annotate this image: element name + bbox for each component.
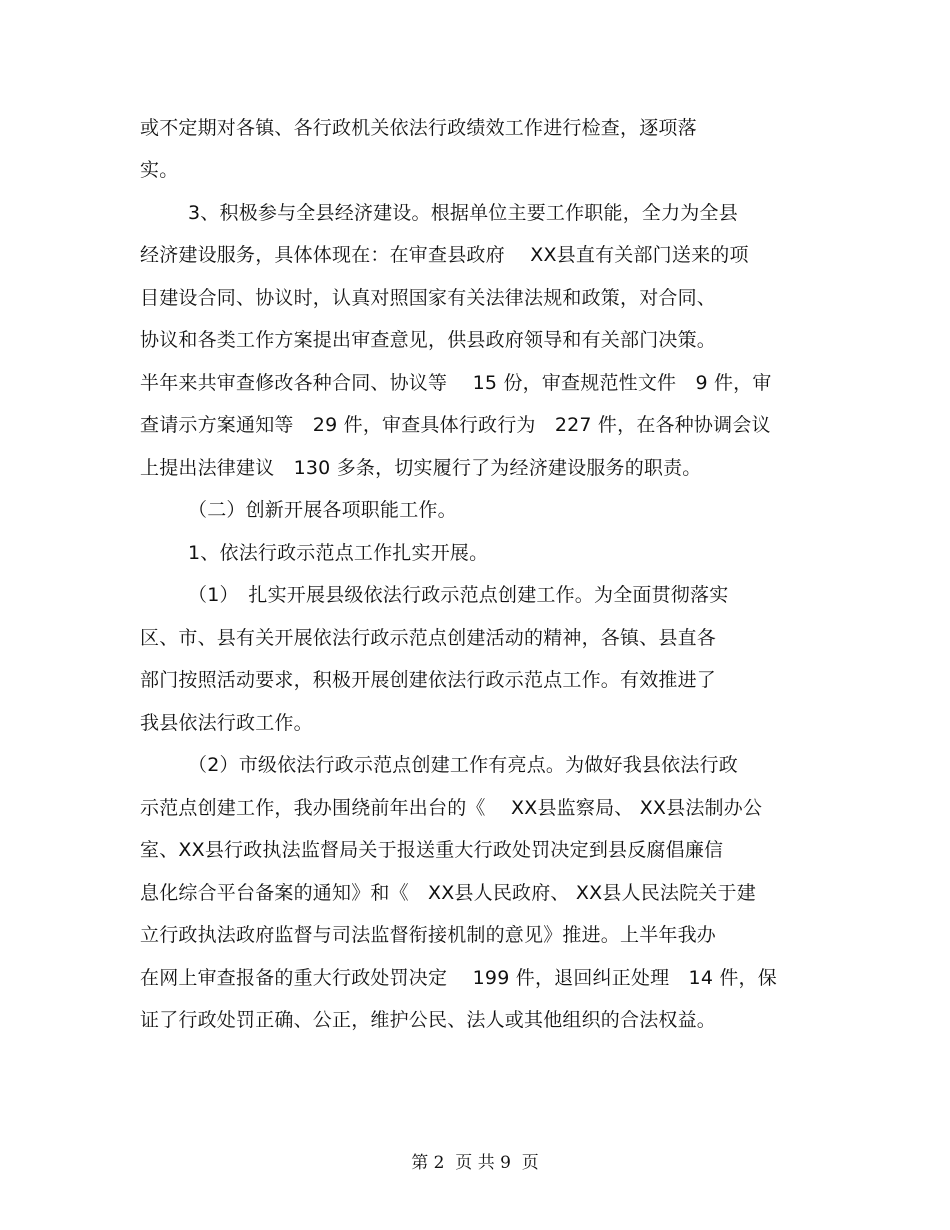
paragraph-line: 证了行政处罚正确、公正，维护公民、法人或其他组织的合法权益。 bbox=[140, 1009, 717, 1031]
paragraph-line: 室、XX县行政执法监督局关于报送重大行政处罚决定到县反腐倡廉信 bbox=[140, 839, 724, 861]
paragraph-line: 在网上审查报备的重大行政处罚决定 199 件，退回纠正处理 14 件，保 bbox=[140, 967, 777, 989]
paragraph-line: （2）市级依法行政示范点创建工作有亮点。为做好我县依法行政 bbox=[188, 754, 738, 776]
paragraph-line: 协议和各类工作方案提出审查意见，供县政府领导和有关部门决策。 bbox=[140, 329, 717, 351]
paragraph-line: 息化综合平台备案的通知》和《 XX县人民政府、 XX县人民法院关于建 bbox=[140, 882, 756, 904]
paragraph-line: 区、市、县有关开展依法行政示范点创建活动的精神，各镇、县直各 bbox=[140, 627, 717, 649]
paragraph-line: 示范点创建工作，我办围绕前年出台的《 XX县监察局、 XX县法制办公 bbox=[140, 797, 763, 819]
subsection-heading: 1、依法行政示范点工作扎实开展。 bbox=[188, 542, 489, 564]
page-number-footer: 第 2 页 共 9 页 bbox=[411, 1153, 539, 1173]
section-heading: （二）创新开展各项职能工作。 bbox=[188, 499, 457, 521]
paragraph-line: 3、积极参与全县经济建设。根据单位主要工作职能，全力为全县 bbox=[188, 202, 738, 224]
paragraph-line: 半年来共审查修改各种合同、协议等 15 份，审查规范性文件 9 件，审 bbox=[140, 372, 772, 394]
paragraph-line: 我县依法行政工作。 bbox=[140, 712, 313, 734]
paragraph-line: 查请示方案通知等 29 件，审查具体行政行为 227 件，在各种协调会议 bbox=[140, 414, 771, 436]
paragraph-line: 部门按照活动要求，积极开展创建依法行政示范点工作。有效推进了 bbox=[140, 669, 717, 691]
paragraph-line: 经济建设服务，具体体现在：在审查县政府 XX县直有关部门送来的项 bbox=[140, 244, 749, 266]
paragraph-line: 上提出法律建议 130 多条，切实履行了为经济建设服务的职责。 bbox=[140, 457, 702, 479]
paragraph-line: 或不定期对各镇、各行政机关依法行政绩效工作进行检查，逐项落 bbox=[140, 117, 697, 139]
paragraph-line: 立行政执法政府监督与司法监督衔接机制的意见》推进。上半年我办 bbox=[140, 924, 717, 946]
paragraph-line: 实。 bbox=[140, 159, 179, 181]
paragraph-line: （1） 扎实开展县级依法行政示范点创建工作。为全面贯彻落实 bbox=[188, 584, 729, 606]
paragraph-line: 目建设合同、协议时，认真对照国家有关法律法规和政策，对合同、 bbox=[140, 287, 717, 309]
